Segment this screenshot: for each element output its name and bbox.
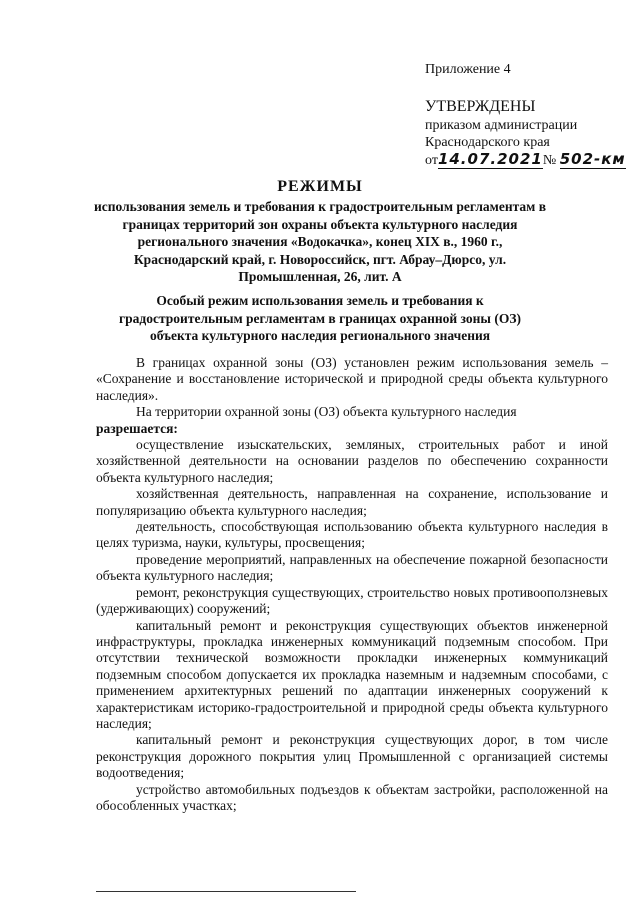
from-prefix: от [425,153,438,168]
paragraph: осуществление изыскательских, земляных, строительных работ и иной хозяйственной деятельности на основании разделов по обеспечению сохранности объекта культурного наследия; [96,437,608,485]
document-body [96,355,608,814]
document-subtitle: использования земель и требования к градостроительным регламентам в границах территорий зон охраны объекта культурного наследия регионального значения «Водокачка», конец XIX в., 1960 г., Краснодарский край, г. Новороссийск, пгт. Абрау–Дюрсо, ул. Промышленная, 26, лит. А [93,199,547,284]
paragraph: хозяйственная деятельность, направленная на сохранение, использование и популяризацию объекта культурного наследия; [96,486,608,518]
order-line-2: Краснодарского края [425,135,550,150]
order-date-number [425,151,626,169]
section-title: Особый режим использования земель и требования к градостроительным регламентам в границах охранной зоны (ОЗ) объекта культурного наследия регионального значения [119,293,521,343]
order-line-1: приказом администрации [425,118,578,133]
number-prefix: № [542,153,557,168]
document-title: РЕЖИМЫ [277,178,363,195]
paragraph: В границах охранной зоны (ОЗ) установлен режим использования земель – «Сохранение и восстановление исторической и природной среды объекта культурного наследия». [96,355,608,403]
paragraph: проведение мероприятий, направленных на обеспечение пожарной безопасности объекта культурного наследия; [96,551,608,584]
appendix-label: Приложение 4 [425,62,511,77]
paragraph: деятельность, способствующая использованию объекта культурного наследия в целях туризма, науки, культуры, просвещения; [96,519,608,551]
footer-divider [96,891,356,892]
allowed-label: разрешается: [96,420,178,436]
approved-label: УТВЕРЖДЕНЫ [425,98,536,115]
paragraph: капитальный ремонт и реконструкция существующих дорог, в том числе реконструкция дорожного покрытия улиц Промышленной с организацией системы водоотведения; [96,732,608,781]
approval-block [425,61,626,169]
handwritten-number: 502-км [559,150,626,168]
paragraph: На территории охранной зоны (ОЗ) объекта культурного наследия [136,404,517,420]
handwritten-date: 14.07.2021 [437,150,543,168]
paragraph: ремонт, реконструкция существующих, строительство новых противооползневых (удерживающих) сооружений; [96,584,608,617]
paragraph: устройство автомобильных подъездов к объектам застройки, расположенной на обособленных участках; [96,781,608,813]
paragraph: капитальный ремонт и реконструкция существующих объектов инженерной инфраструктуры, прокладка инженерных коммуникаций подземным способом. При отсутствии технической возможности прокладки инженерных коммуникаций подземным способом допускается их прокладка наземным и надземным способами, с применением архитектурных решений по адаптации инженерных сооружений к характеристикам историко-градостроительной и природной среды объекта культурного наследия; [96,617,608,731]
